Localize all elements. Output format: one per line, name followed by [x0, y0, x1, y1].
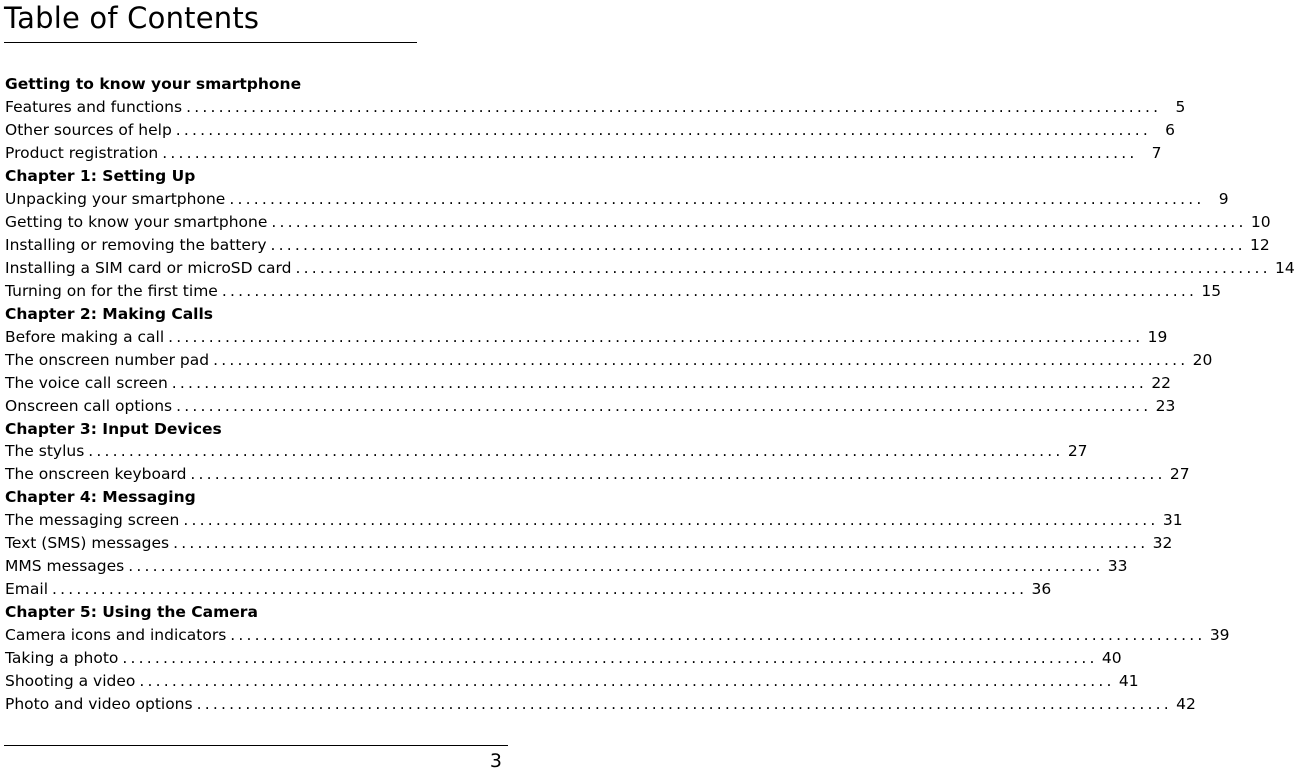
toc-page-number: 40 [1101, 648, 1122, 667]
page-title: Table of Contents [4, 1, 260, 35]
toc-page-number: 12 [1250, 236, 1270, 255]
toc-entry-label: Installing or removing the battery [5, 236, 267, 255]
toc-entry[interactable] [5, 234, 1270, 257]
toc-entry-label: Features and functions [5, 98, 183, 117]
toc-page-number: 27 [1169, 465, 1190, 484]
toc-entry-label: Taking a photo [5, 648, 119, 667]
toc-entry-label: Shooting a video [5, 671, 136, 690]
toc-dot-leader: ........................................................................................................................ [229, 190, 1205, 209]
toc-page-number: 10 [1250, 213, 1271, 232]
toc-dot-leader: ........................................................................................................................ [171, 373, 1148, 392]
toc-page-number: 5 [1175, 98, 1186, 117]
toc-heading-label: Chapter 2: Making Calls [5, 304, 214, 323]
table-of-contents [5, 73, 1295, 715]
toc-page-number: 42 [1176, 694, 1196, 713]
toc-heading-label: Chapter 3: Input Devices [5, 419, 222, 438]
toc-entry[interactable] [5, 279, 1222, 302]
toc-entry[interactable] [5, 532, 1173, 555]
toc-entry-label: Product registration [5, 144, 159, 163]
toc-entry-label: Before making a call [5, 327, 165, 346]
toc-chapter-heading [5, 165, 481, 188]
toc-page-number: 33 [1107, 557, 1128, 576]
toc-dot-leader: ........................................................................................................................ [230, 625, 1206, 644]
toc-entry[interactable] [5, 440, 1088, 463]
toc-page-number: 23 [1155, 396, 1176, 415]
toc-entry-label: Unpacking your smartphone [5, 190, 226, 209]
footer-divider [4, 745, 508, 746]
toc-dot-leader: ........................................................................................................................ [176, 396, 1152, 415]
toc-entry[interactable] [5, 578, 1052, 601]
toc-dot-leader: ........................................................................................................................ [186, 98, 1162, 117]
toc-page-number: 20 [1192, 350, 1213, 369]
title-divider [4, 42, 417, 43]
toc-chapter-heading [5, 302, 481, 325]
toc-entry[interactable] [5, 119, 1176, 142]
toc-entry-label: The onscreen keyboard [5, 465, 187, 484]
toc-dot-leader: ........................................................................................................................ [173, 534, 1149, 553]
toc-dot-leader: ........................................................................................................................ [175, 121, 1152, 140]
toc-page-number: 6 [1165, 121, 1176, 140]
toc-entry-label: The stylus [5, 442, 85, 461]
toc-dot-leader: ........................................................................................................................ [162, 144, 1138, 163]
toc-entry-label: Text (SMS) messages [5, 534, 170, 553]
toc-page-number: 32 [1152, 534, 1173, 553]
toc-dot-leader: ........................................................................................................................ [271, 213, 1247, 232]
toc-entry[interactable] [5, 463, 1190, 486]
toc-entry[interactable] [5, 348, 1213, 371]
toc-heading-label: Chapter 5: Using the Camera [5, 603, 258, 622]
toc-page-number: 41 [1118, 671, 1139, 690]
toc-entry-label: The messaging screen [5, 511, 180, 530]
toc-entry-label: Other sources of help [5, 121, 172, 140]
toc-dot-leader: ........................................................................................................................ [213, 350, 1189, 369]
toc-page-number: 31 [1162, 511, 1183, 530]
toc-entry[interactable] [5, 96, 1186, 119]
toc-dot-leader: ........................................................................................................................ [128, 557, 1104, 576]
toc-entry[interactable] [5, 211, 1271, 234]
toc-entry-label: The voice call screen [5, 373, 168, 392]
toc-chapter-heading [5, 486, 481, 509]
toc-entry-label: MMS messages [5, 557, 125, 576]
toc-chapter-heading [5, 73, 481, 96]
toc-entry[interactable] [5, 188, 1229, 211]
toc-entry[interactable] [5, 669, 1139, 692]
toc-entry[interactable] [5, 142, 1162, 165]
toc-entry[interactable] [5, 624, 1230, 647]
toc-entry[interactable] [5, 509, 1183, 532]
toc-page-number: 27 [1067, 442, 1088, 461]
toc-dot-leader: ........................................................................................................................ [196, 694, 1172, 713]
toc-entry[interactable] [5, 371, 1172, 394]
toc-heading-label: Chapter 4: Messaging [5, 488, 196, 507]
toc-dot-leader: ........................................................................................................................ [139, 671, 1115, 690]
toc-entry-label: Photo and video options [5, 694, 193, 713]
toc-entry[interactable] [5, 646, 1122, 669]
toc-entry-label: Getting to know your smartphone [5, 213, 268, 232]
toc-page-number: 19 [1147, 327, 1168, 346]
toc-dot-leader: ........................................................................................................................ [52, 580, 1028, 599]
toc-dot-leader: ........................................................................................................................ [270, 236, 1246, 255]
toc-heading-label: Chapter 1: Setting Up [5, 167, 196, 186]
toc-entry[interactable] [5, 692, 1196, 715]
toc-chapter-heading [5, 601, 481, 624]
toc-dot-leader: ........................................................................................................................ [88, 442, 1064, 461]
toc-entry-label: Onscreen call options [5, 396, 173, 415]
toc-page-number: 7 [1151, 144, 1162, 163]
toc-entry[interactable] [5, 555, 1128, 578]
toc-page-number: 9 [1218, 190, 1229, 209]
toc-page-number: 22 [1151, 373, 1172, 392]
toc-entry[interactable] [5, 325, 1168, 348]
toc-page-number: 15 [1201, 281, 1222, 300]
toc-entry-label: The onscreen number pad [5, 350, 210, 369]
toc-page-number: 39 [1209, 625, 1230, 644]
toc-dot-leader: ........................................................................................................................ [190, 465, 1166, 484]
toc-entry[interactable] [5, 394, 1176, 417]
toc-dot-leader: ........................................................................................................................ [221, 281, 1198, 300]
toc-entry-label: Turning on for the first time [5, 281, 218, 300]
toc-entry-label: Installing a SIM card or microSD card [5, 258, 292, 277]
toc-dot-leader: ........................................................................................................................ [168, 327, 1144, 346]
toc-entry-label: Camera icons and indicators [5, 625, 227, 644]
page-number: 3 [489, 750, 502, 772]
toc-chapter-heading [5, 417, 481, 440]
toc-heading-label: Getting to know your smartphone [5, 75, 302, 94]
toc-dot-leader: ........................................................................................................................ [183, 511, 1159, 530]
toc-dot-leader: ........................................................................................................................ [122, 648, 1098, 667]
toc-entry-label: Email [5, 580, 49, 599]
toc-page-number: 14 [1274, 258, 1295, 277]
toc-entry[interactable] [5, 257, 1295, 280]
toc-page-number: 36 [1031, 580, 1052, 599]
toc-dot-leader: ........................................................................................................................ [295, 258, 1271, 277]
